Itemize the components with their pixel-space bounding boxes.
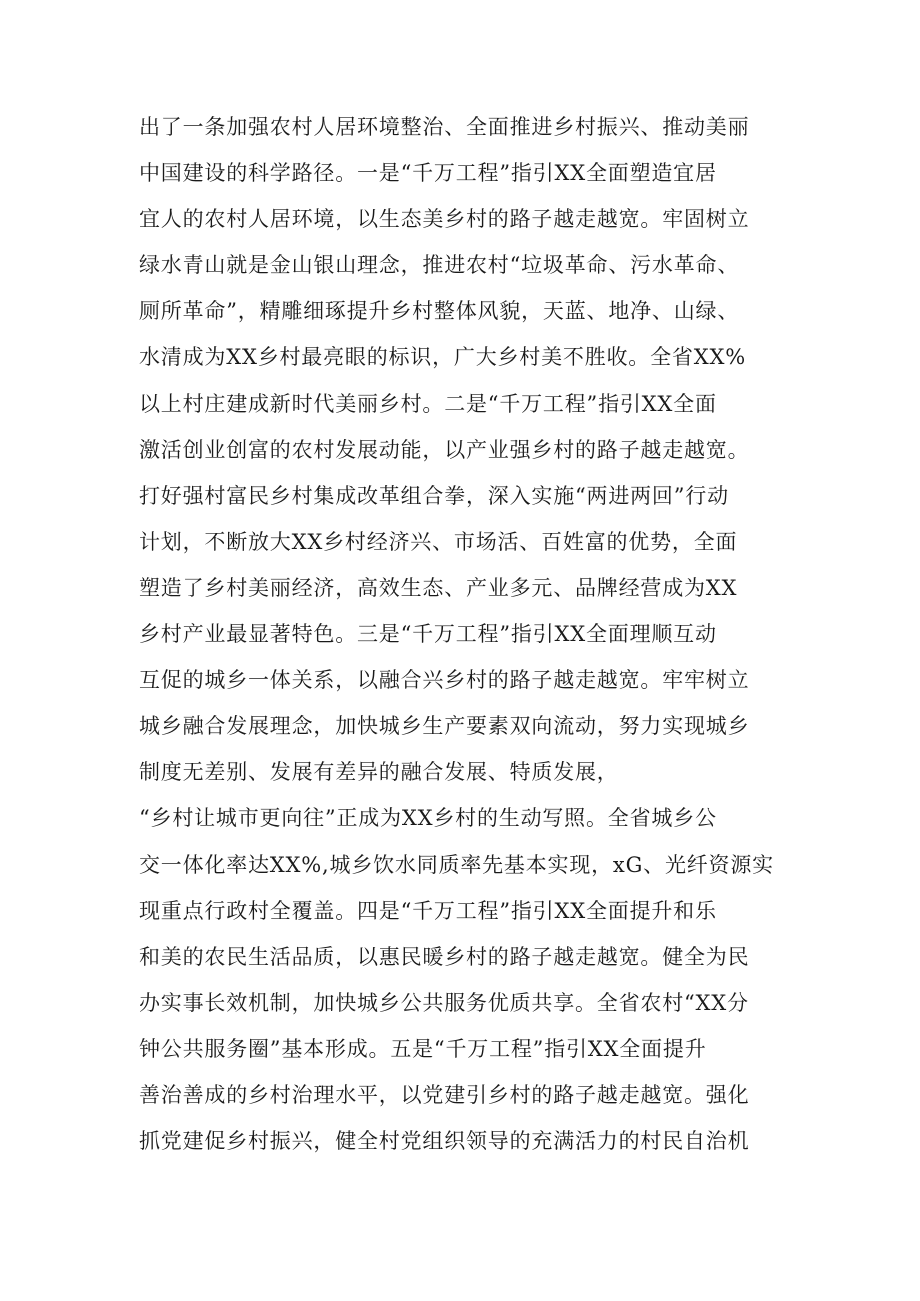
text-line: 计划，不断放大XX乡村经济兴、市场活、百姓富的优势，全面	[139, 529, 738, 554]
text-line: 钟公共服务圈”基本形成。五是“千万工程”指引XX全面提升	[139, 1036, 707, 1061]
text-line: 激活创业创富的农村发展动能，以产业强乡村的路子越走越宽。	[139, 437, 750, 462]
text-line: 和美的农民生活品质，以惠民暖乡村的路子越走越宽。健全为民	[139, 944, 750, 969]
text-line: 抓党建促乡村振兴，健全村党组织领导的充满活力的村民自治机	[139, 1129, 750, 1154]
text-line: 互促的城乡一体关系，以融合兴乡村的路子越走越宽。牢牢树立	[139, 668, 750, 693]
text-line: 中国建设的科学路径。一是“千万工程”指引XX全面塑造宜居	[139, 161, 717, 186]
text-line: “乡村让城市更向往”正成为XX乡村的生动写照。全省城乡公	[139, 806, 717, 831]
text-line: 现重点行政村全覆盖。四是“千万工程”指引XX全面提升和乐	[139, 898, 717, 923]
text-line: 打好强村富民乡村集成改革组合拳，深入实施“两进两回”行动	[139, 483, 729, 508]
text-line: 塑造了乡村美丽经济，高效生态、产业多元、品牌经营成为XX	[139, 575, 738, 600]
text-line: 绿水青山就是金山银山理念，推进农村“垃圾革命、污水革命、	[139, 253, 740, 278]
text-line: 水清成为XX乡村最亮眼的标识，广大乡村美不胜收。全省XX%	[139, 345, 746, 370]
text-line: 办实事长效机制，加快城乡公共服务优质共享。全省农村“XX分	[139, 990, 749, 1015]
text-line: 以上村庄建成新时代美丽乡村。二是“千万工程”指引XX全面	[139, 391, 717, 416]
text-line: 交一体化率达XX%,城乡饮水同质率先基本实现，xG、光纤资源实	[139, 852, 774, 877]
text-line: 城乡融合发展理念，加快城乡生产要素双向流动，努力实现城乡	[139, 714, 750, 739]
body-text	[139, 104, 799, 1164]
text-line: 厕所革命”，精雕细琢提升乡村整体风貌，天蓝、地净、山绿、	[139, 299, 740, 324]
text-line: 善治善成的乡村治理水平，以党建引乡村的路子越走越宽。强化	[139, 1082, 750, 1107]
text-line: 出了一条加强农村人居环境整治、全面推进乡村振兴、推动美丽	[139, 115, 750, 139]
text-line: 宜人的农村人居环境，以生态美乡村的路子越走越宽。牢固树立	[139, 207, 750, 232]
text-line: 制度无差别、发展有差异的融合发展、特质发展，	[139, 760, 619, 785]
text-line: 乡村产业最显著特色。三是“千万工程”指引XX全面理顺互动	[139, 622, 717, 647]
